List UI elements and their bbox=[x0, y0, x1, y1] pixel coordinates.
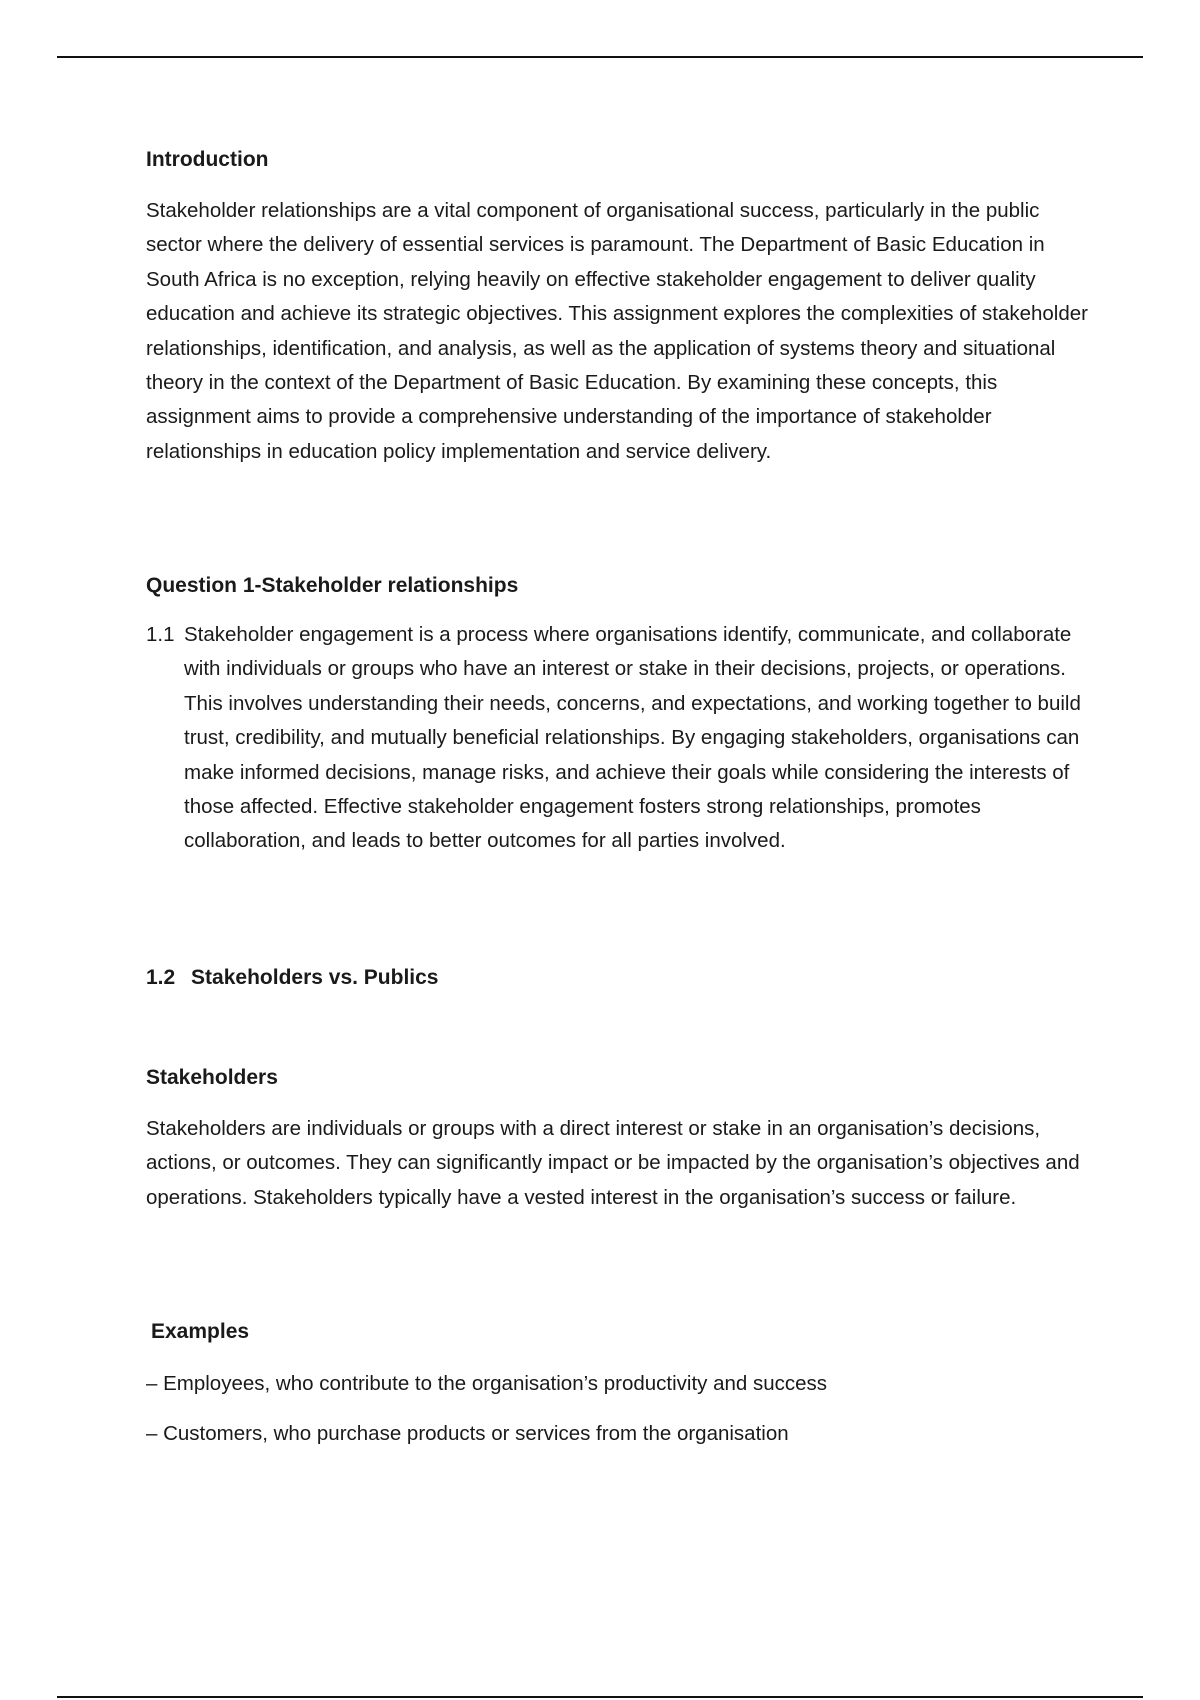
introduction-heading: Introduction bbox=[146, 148, 269, 171]
item-1-1 bbox=[146, 618, 1096, 859]
examples-heading: Examples bbox=[151, 1320, 250, 1343]
item-1-2-heading bbox=[146, 964, 438, 992]
introduction-paragraph: Stakeholder relationships are a vital component of organisational success, particularly in the public sector where the delivery of essential services is paramount. The Department of Basic Education in South Africa is no exception, relying heavily on effective stakeholder engagement to deliver quality education and achieve its strategic objectives. This assignment explores the complexities of stakeholder relationships, identification, and analysis, as well as the application of systems theory and situational theory in the context of the Department of Basic Education. By examining these concepts, this assignment aims to provide a comprehensive understanding of the importance of stakeholder relationships in education policy implementation and service delivery. bbox=[146, 199, 1088, 463]
example-item-customers: – Customers, who purchase products or services from the organisation bbox=[146, 1422, 789, 1445]
item-1-1-number: 1.1 bbox=[146, 623, 175, 646]
item-1-1-text: Stakeholder engagement is a process where organisations identify, communicate, and collaborate with individuals or groups who have an interest or stake in their decisions, projects, or operations. This involves understanding their needs, concerns, and expectations, and working together to build trust, credibility, and mutually beneficial relationships. By engaging stakeholders, organisations can make informed decisions, manage risks, and achieve their goals while considering the interests of those affected. Effective stakeholder engagement fosters strong relationships, promotes collaboration, and leads to better outcomes for all parties involved. bbox=[184, 623, 1081, 853]
question-1-heading: Question 1-Stakeholder relationships bbox=[146, 574, 519, 597]
top-rule bbox=[57, 56, 1143, 58]
stakeholders-paragraph: Stakeholders are individuals or groups with a direct interest or stake in an organisation’s decisions, actions, or outcomes. They can significantly impact or be impacted by the organisation’s objectives and operations. Stakeholders typically have a vested interest in the organisation’s success or failure. bbox=[146, 1117, 1080, 1209]
example-item-employees: – Employees, who contribute to the organisation’s productivity and success bbox=[146, 1372, 828, 1395]
item-1-2-title: Stakeholders vs. Publics bbox=[191, 966, 439, 989]
stakeholders-heading: Stakeholders bbox=[146, 1066, 278, 1089]
bottom-rule bbox=[57, 1696, 1143, 1698]
item-1-2-number: 1.2 bbox=[146, 966, 176, 989]
